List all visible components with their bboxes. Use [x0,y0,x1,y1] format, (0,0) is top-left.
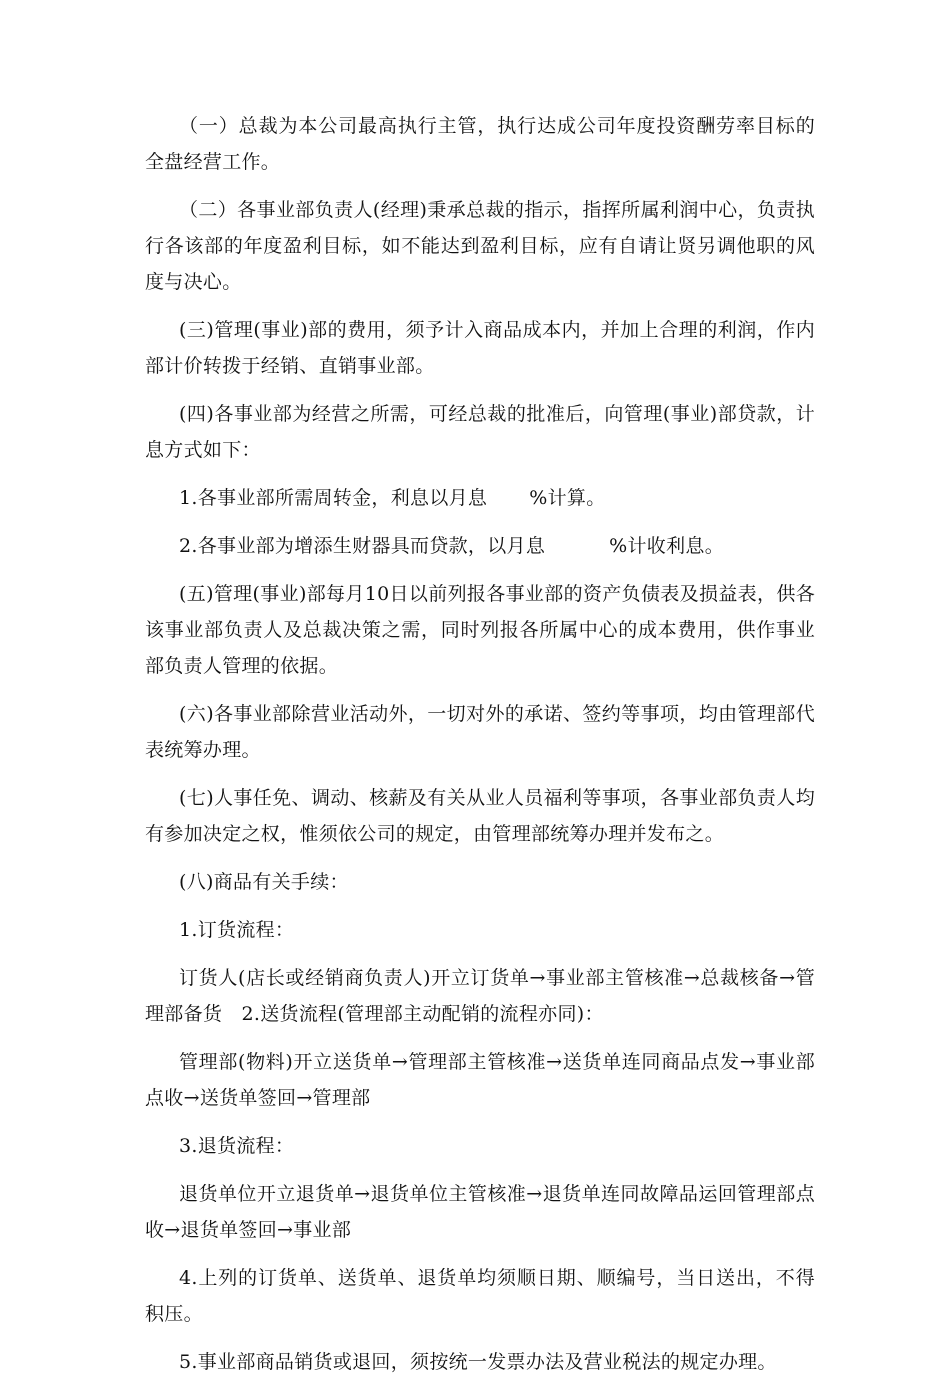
paragraph-17: 5.事业部商品销货或退回，须按统一发票办法及营业税法的规定办理。 [179,1351,777,1373]
paragraph-6-suffix: %计收利息。 [609,535,724,557]
paragraph-7: (五)管理(事业)部每月10日以前列报各事业部的资产负债表及损益表，供各该事业部负责人及总裁决策之需，同时列报各所属中心的成本费用，供作事业部负责人管理的依据。 [145,583,815,677]
paragraph-5-suffix: %计算。 [529,487,606,509]
paragraph-2: （二）各事业部负责人(经理)秉承总裁的指示，指挥所属利润中心，负责执行各该部的年度盈利目标，如不能达到盈利目标，应有自请让贤另调他职的风度与决心。 [145,199,815,293]
paragraph-5-interest-item [145,480,815,516]
paragraph-4: (四)各事业部为经营之所需，可经总裁的批准后，向管理(事业)部贷款，计息方式如下： [145,403,815,461]
paragraph-11: 1.订货流程： [179,919,295,941]
paragraph-14: 3.退货流程： [179,1135,295,1157]
paragraph-13: 管理部(物料)开立送货单→管理部主管核准→送货单连同商品点发→事业部点收→送货单签回→管理部 [145,1051,815,1109]
paragraph-5-text: 1.各事业部所需周转金，利息以月息 [179,487,488,509]
paragraph-10: (八)商品有关手续： [179,871,349,893]
paragraph-16: 4.上列的订货单、送货单、退货单均须顺日期、顺编号，当日送出，不得积压。 [145,1267,815,1325]
paragraph-15: 退货单位开立退货单→退货单位主管核准→退货单连同故障品运回管理部点收→退货单签回→事业部 [145,1183,815,1241]
paragraph-9: (七)人事任免、调动、核薪及有关从业人员福利等事项，各事业部负责人均有参加决定之权，惟须依公司的规定，由管理部统筹办理并发布之。 [145,787,815,845]
paragraph-6-interest-item [145,528,815,564]
paragraph-8: (六)各事业部除营业活动外，一切对外的承诺、签约等事项，均由管理部代表统筹办理。 [145,703,815,761]
document-page [145,108,815,1392]
paragraph-3: (三)管理(事业)部的费用，须予计入商品成本内，并加上合理的利润，作内部计价转拨于经销、直销事业部。 [145,319,815,377]
paragraph-12: 订货人(店长或经销商负责人)开立订货单→事业部主管核准→总裁核备→管理部备货 2.送货流程(管理部主动配销的流程亦同)： [145,967,815,1025]
paragraph-1: （一）总裁为本公司最高执行主管，执行达成公司年度投资酬劳率目标的全盘经营工作。 [145,115,815,173]
paragraph-6-text: 2.各事业部为增添生财器具而贷款，以月息 [179,535,546,557]
